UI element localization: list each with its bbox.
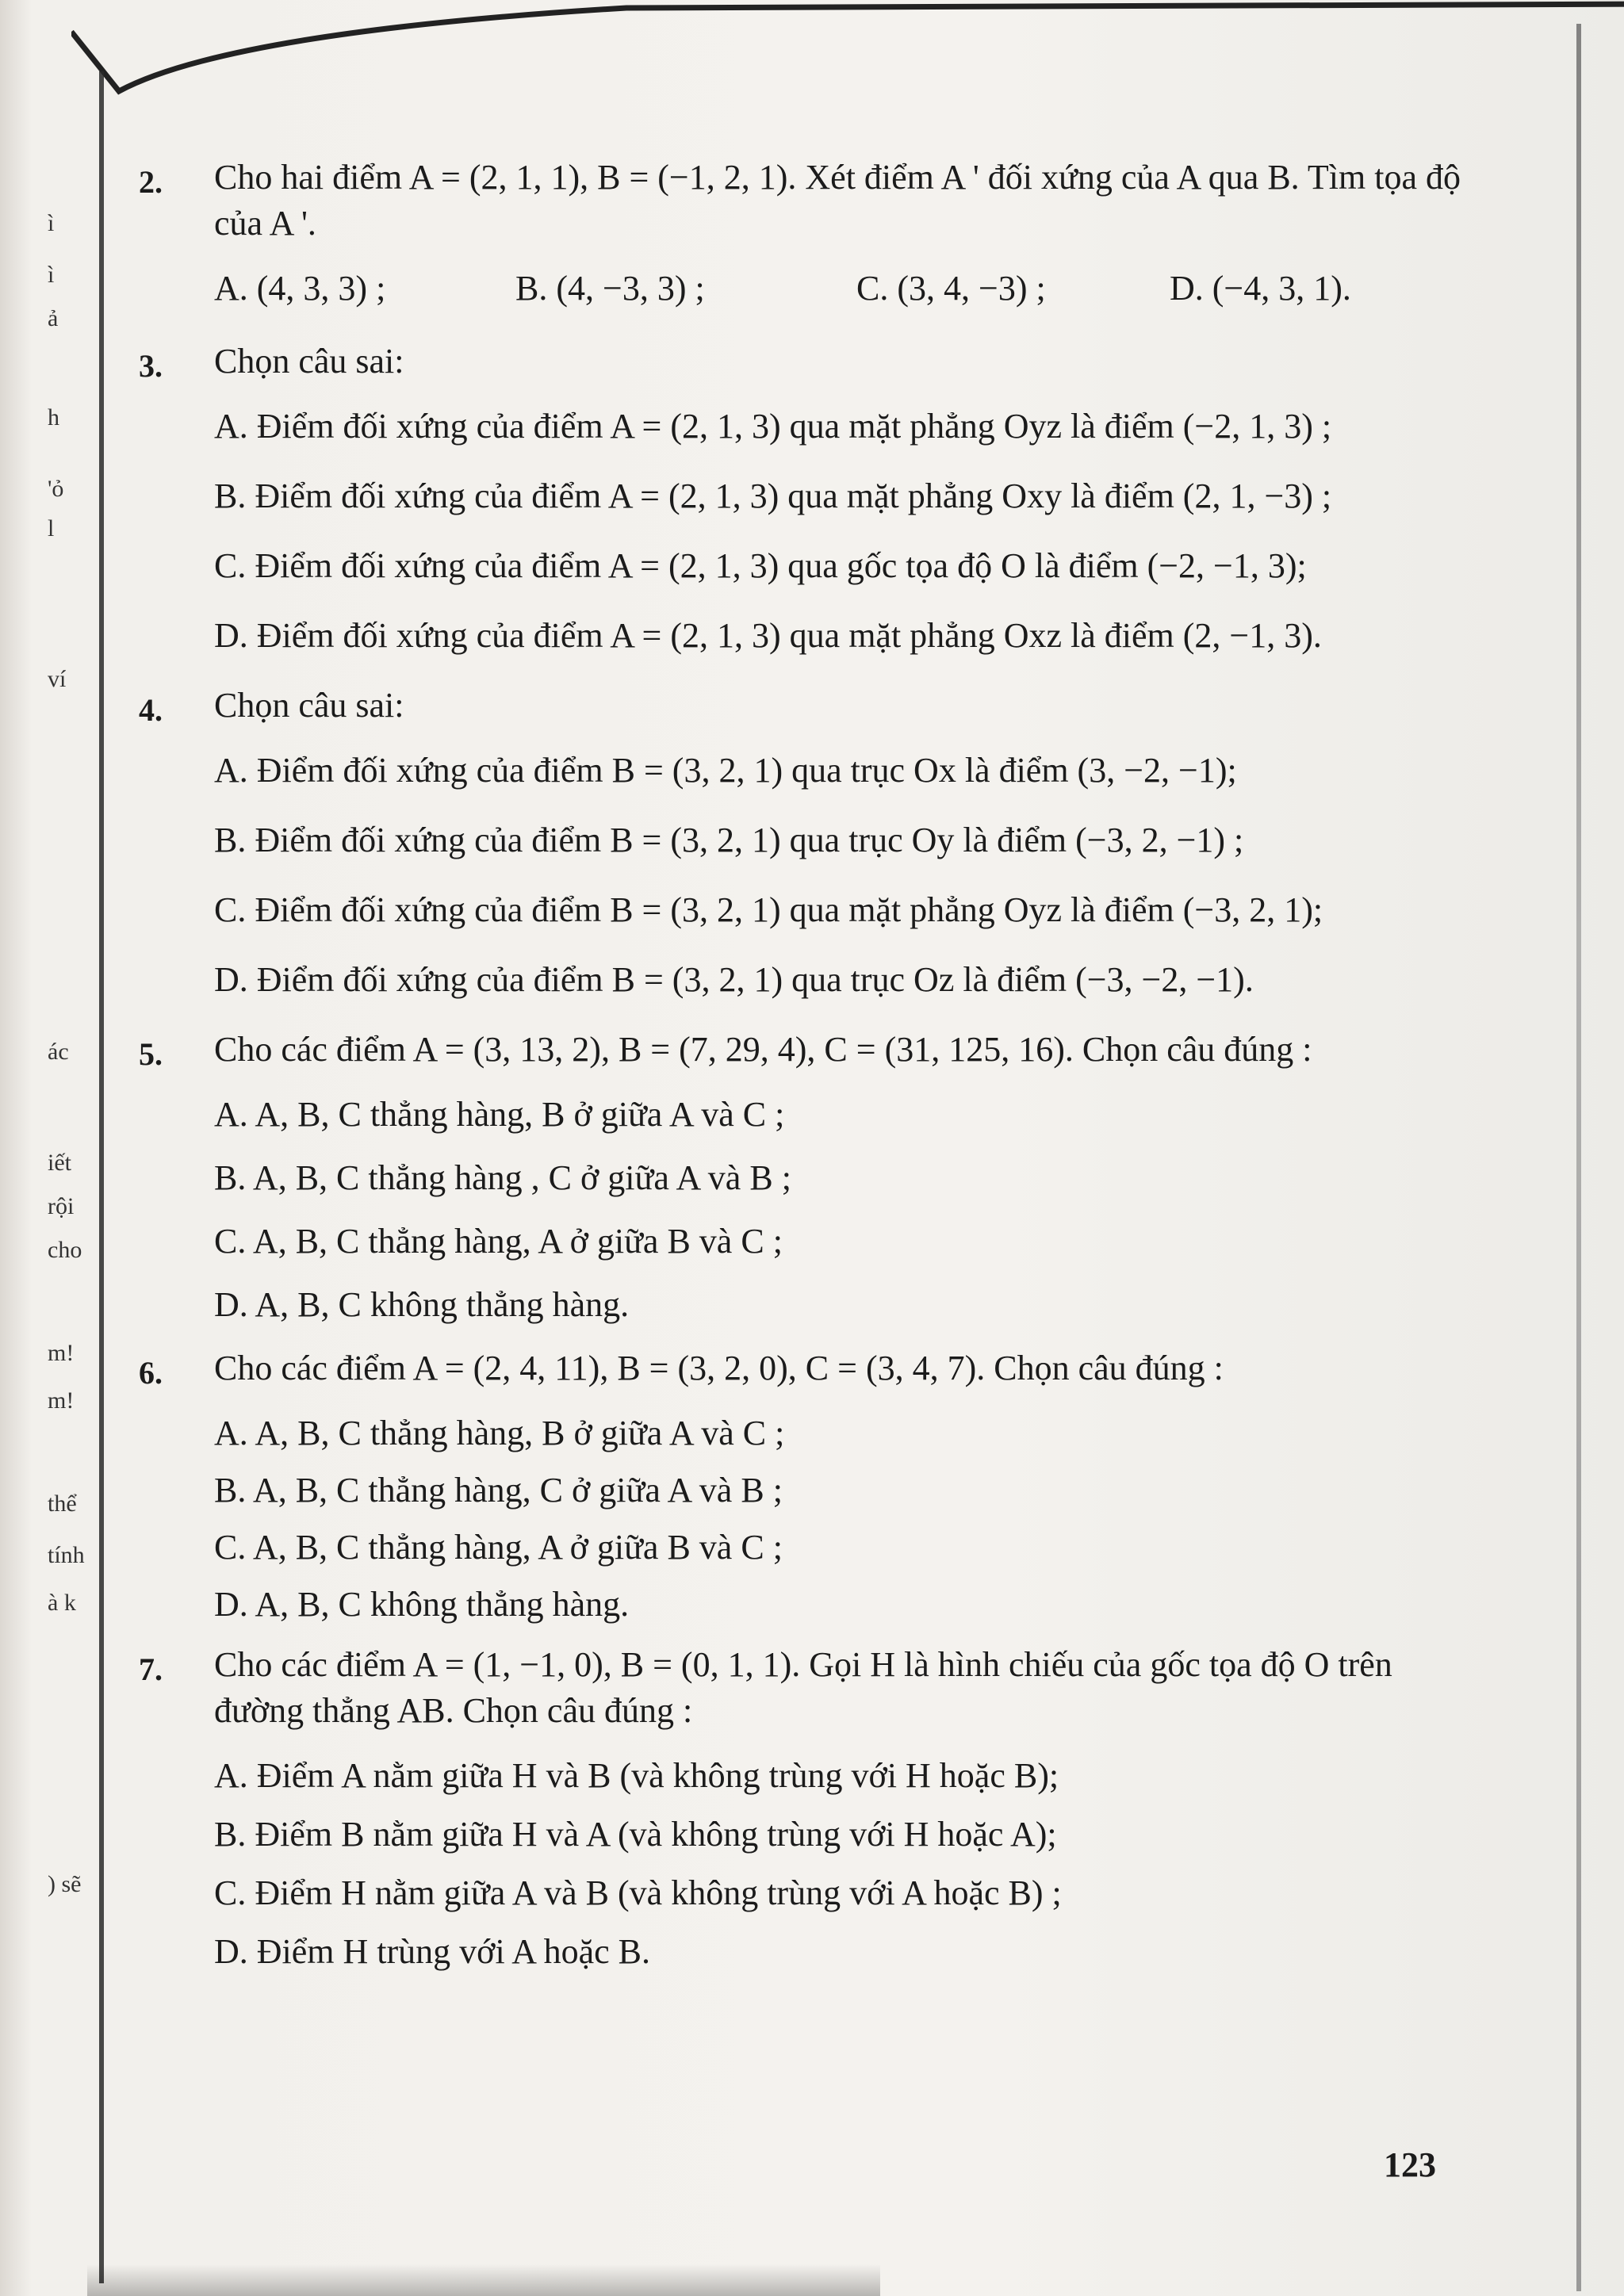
margin-fragment: l: [48, 515, 55, 541]
option-c: C. A, B, C thẳng hàng, A ở giữa B và C ;: [214, 1222, 783, 1261]
page-number: 123: [1384, 2145, 1436, 2184]
question-number: 2.: [139, 164, 163, 200]
margin-fragment: tính: [48, 1542, 85, 1568]
question-4: [139, 683, 1439, 1003]
option-c: C. A, B, C thẳng hàng, A ở giữa B và C ;: [214, 1528, 783, 1567]
margin-fragment: ví: [48, 666, 67, 692]
margin-fragment: iết: [48, 1150, 71, 1176]
option-d: D. Điểm đối xứng của điểm B = (3, 2, 1) qua trục Oz là điểm (−3, −2, −1).: [214, 960, 1254, 999]
question-stem: Cho các điểm A = (3, 13, 2), B = (7, 29, 4), C = (31, 125, 16). Chọn câu đúng :: [214, 1030, 1312, 1069]
question-stem: Chọn câu sai:: [214, 686, 404, 725]
margin-fragment: à k: [48, 1590, 76, 1616]
option-d: D. A, B, C không thẳng hàng.: [214, 1285, 630, 1324]
option-b: B. A, B, C thẳng hàng, C ở giữa A và B ;: [214, 1471, 783, 1510]
option-c: C. Điểm đối xứng của điểm A = (2, 1, 3) qua gốc tọa độ O là điểm (−2, −1, 3);: [214, 546, 1307, 585]
margin-fragment: cho: [48, 1237, 82, 1263]
option-a: A. (4, 3, 3) ;: [214, 269, 386, 308]
question-7: [139, 1642, 1439, 1975]
margin-fragment: ả: [48, 305, 59, 331]
question-number: 5.: [139, 1036, 163, 1072]
page-bottom-shadow: [87, 2264, 880, 2296]
option-c: C. (3, 4, −3) ;: [856, 269, 1046, 308]
question-stem: Cho các điểm A = (1, −1, 0), B = (0, 1, 1). Gọi H là hình chiếu của gốc tọa độ O trên đường thẳng AB. Chọn câu đúng :: [214, 1645, 1392, 1730]
question-5: [139, 1027, 1439, 1328]
option-d: D. Điểm H trùng với A hoặc B.: [214, 1932, 650, 1971]
question-stem: Cho các điểm A = (2, 4, 11), B = (3, 2, 0), C = (3, 4, 7). Chọn câu đúng :: [214, 1349, 1224, 1387]
margin-fragment: h: [48, 404, 59, 430]
option-a: A. Điểm đối xứng của điểm B = (3, 2, 1) qua trục Ox là điểm (3, −2, −1);: [214, 751, 1237, 790]
option-a: A. Điểm A nằm giữa H và B (và không trùng với H hoặc B);: [214, 1756, 1059, 1795]
option-a: A. Điểm đối xứng của điểm A = (2, 1, 3) qua mặt phẳng Oyz là điểm (−2, 1, 3) ;: [214, 407, 1332, 446]
option-a: A. A, B, C thẳng hàng, B ở giữa A và C ;: [214, 1095, 785, 1134]
question-number: 7.: [139, 1651, 163, 1687]
option-d: D. A, B, C không thẳng hàng.: [214, 1585, 630, 1624]
margin-fragment: m!: [48, 1387, 75, 1414]
option-b: B. Điểm B nằm giữa H và A (và không trùng với H hoặc A);: [214, 1815, 1057, 1854]
option-d: D. (−4, 3, 1).: [1170, 269, 1351, 308]
margin-fragment: ) sẽ: [48, 1871, 82, 1897]
question-2: [139, 155, 1461, 312]
question-number: 6.: [139, 1355, 163, 1391]
margin-fragment: 'ỏ: [48, 476, 64, 502]
option-b: B. Điểm đối xứng của điểm B = (3, 2, 1) qua trục Oy là điểm (−3, 2, −1) ;: [214, 821, 1244, 859]
margin-fragment: thể: [48, 1490, 77, 1517]
question-6: [139, 1345, 1439, 1628]
margin-fragment: m!: [48, 1340, 75, 1366]
page-right-edge: [1576, 24, 1581, 2291]
book-gutter-line: [99, 71, 104, 2283]
option-b: B. A, B, C thẳng hàng , C ở giữa A và B ;: [214, 1158, 791, 1197]
margin-fragment: ì: [48, 262, 55, 288]
option-c: C. Điểm đối xứng của điểm B = (3, 2, 1) qua mặt phẳng Oyz là điểm (−3, 2, 1);: [214, 890, 1323, 929]
option-b: B. Điểm đối xứng của điểm A = (2, 1, 3) qua mặt phẳng Oxy là điểm (2, 1, −3) ;: [214, 476, 1332, 515]
question-3: [139, 339, 1439, 659]
margin-fragment: rội: [48, 1193, 75, 1219]
question-number: 3.: [139, 348, 163, 384]
options-row: [214, 266, 1439, 312]
option-a: A. A, B, C thẳng hàng, B ở giữa A và C ;: [214, 1414, 785, 1452]
book-top-edge: [71, 0, 1624, 95]
margin-fragment: ì: [48, 210, 55, 236]
option-d: D. Điểm đối xứng của điểm A = (2, 1, 3) qua mặt phẳng Oxz là điểm (2, −1, 3).: [214, 616, 1322, 655]
question-stem: Chọn câu sai:: [214, 342, 404, 381]
question-list: [139, 155, 1461, 1989]
question-stem: Cho hai điểm A = (2, 1, 1), B = (−1, 2, 1). Xét điểm A ' đối xứng của A qua B. Tìm tọa độ của A '.: [214, 158, 1461, 243]
option-b: B. (4, −3, 3) ;: [515, 269, 705, 308]
margin-fragment: ác: [48, 1039, 69, 1065]
question-number: 4.: [139, 692, 163, 728]
option-c: C. Điểm H nằm giữa A và B (và không trùng với A hoặc B) ;: [214, 1873, 1062, 1912]
